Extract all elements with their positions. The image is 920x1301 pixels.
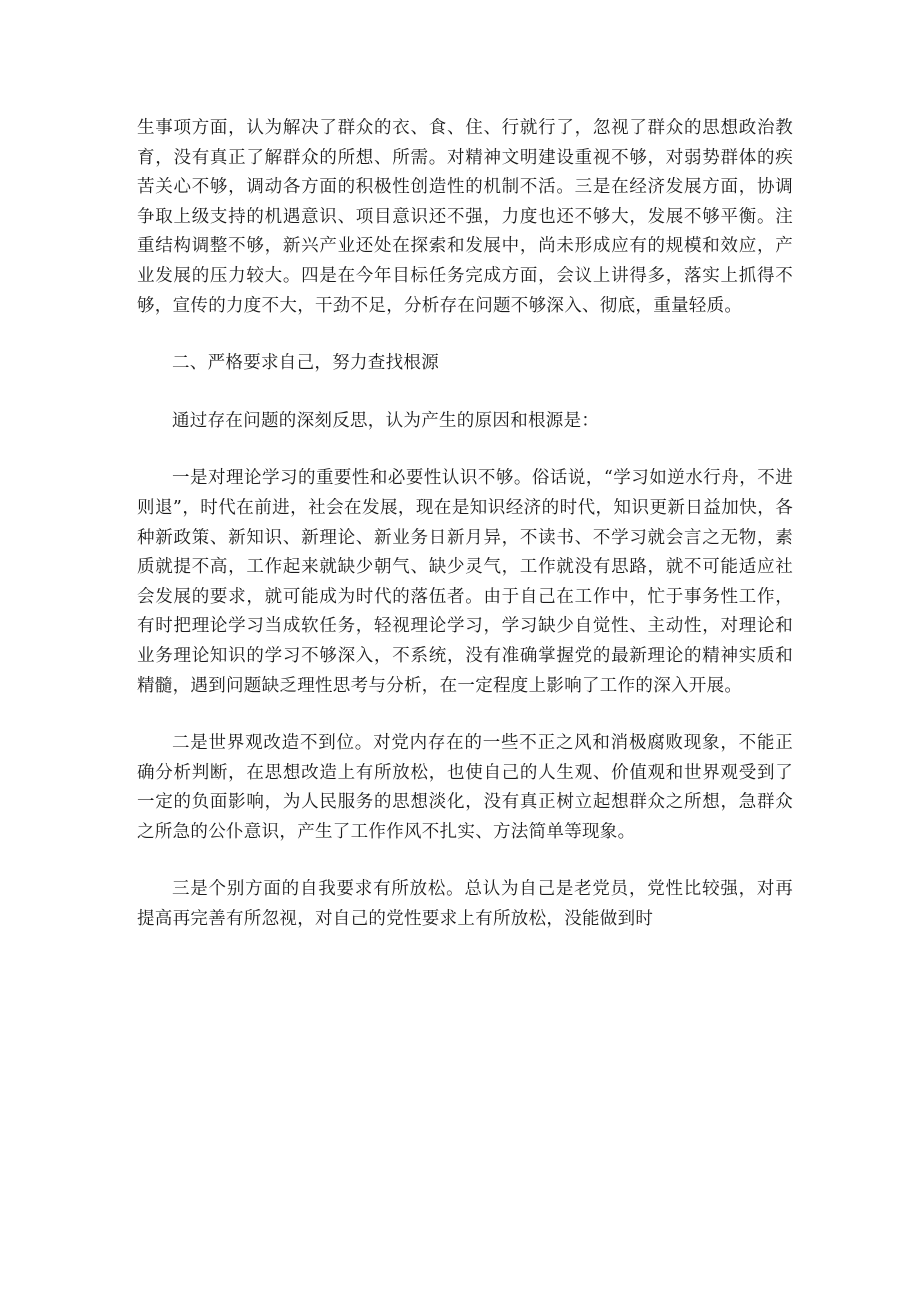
- paragraph-point-three: 三是个别方面的自我要求有所放松。总认为自己是老党员，党性比较强，对再提高再完善有所忽视，对自己的党性要求上有所放松，没能做到时: [137, 879, 793, 930]
- document-page: [137, 114, 793, 935]
- section-heading: 二、严格要求自己，努力查找根源: [172, 353, 439, 374]
- paragraph-gap: [137, 321, 793, 349]
- paragraph-point-two: 二是世界观改造不到位。对党内存在的一些不正之风和消极腐败现象，不能正确分析判断，在思想改造上有所放松，也使自己的人生观、价值观和世界观受到了一定的负面影响，为人民服务的思想淡化，没有真正树立起想群众之所想，急群众之所急的公仆意识，产生了工作作风不扎实、方法简单等现象。: [137, 733, 793, 842]
- paragraph-point-one: 一是对理论学习的重要性和必要性认识不够。俗话说，“学习如逆水行舟，不进则退”，时代在前进，社会在发展，现在是知识经济的时代，知识更新日益加快，各种新政策、新知识、新理论、新业务日新月异，不读书、不学习就会言之无物，素质就提不高，工作起来就缺少朝气、缺少灵气，工作就没有思路，就不可能适应社会发展的要求，就可能成为时代的落伍者。由于自己在工作中，忙于事务性工作，有时把理论学习当成软任务，轻视理论学习，学习缺少自觉性、主动性，对理论和业务理论知识的学习不够深入，不系统，没有准确掌握党的最新理论的精神实质和精髓，遇到问题缺乏理性思考与分析，在一定程度上影响了工作的深入开展。: [137, 468, 793, 696]
- paragraph-gap: [137, 701, 793, 729]
- paragraph-gap: [137, 436, 793, 464]
- paragraph-continuation: 生事项方面，认为解决了群众的衣、食、住、行就行了，忽视了群众的思想政治教育，没有真正了解群众的所想、所需。对精神文明建设重视不够，对弱势群体的疾苦关心不够，调动各方面的积极性创造性的机制不活。三是在经济发展方面，协调争取上级支持的机遇意识、项目意识还不强，力度也还不够大，发展不够平衡。注重结构调整不够，新兴产业还处在探索和发展中，尚未形成应有的规模和效应，产业发展的压力较大。四是在今年目标任务完成方面，会议上讲得多，落实上抓得不够，宣传的力度不大，干劲不足，分析存在问题不够深入、彻底，重量轻质。: [137, 118, 793, 316]
- paragraph-gap: [137, 847, 793, 875]
- paragraph-gap: [137, 379, 793, 407]
- paragraph-intro: 通过存在问题的深刻反思，认为产生的原因和根源是：: [172, 410, 600, 431]
